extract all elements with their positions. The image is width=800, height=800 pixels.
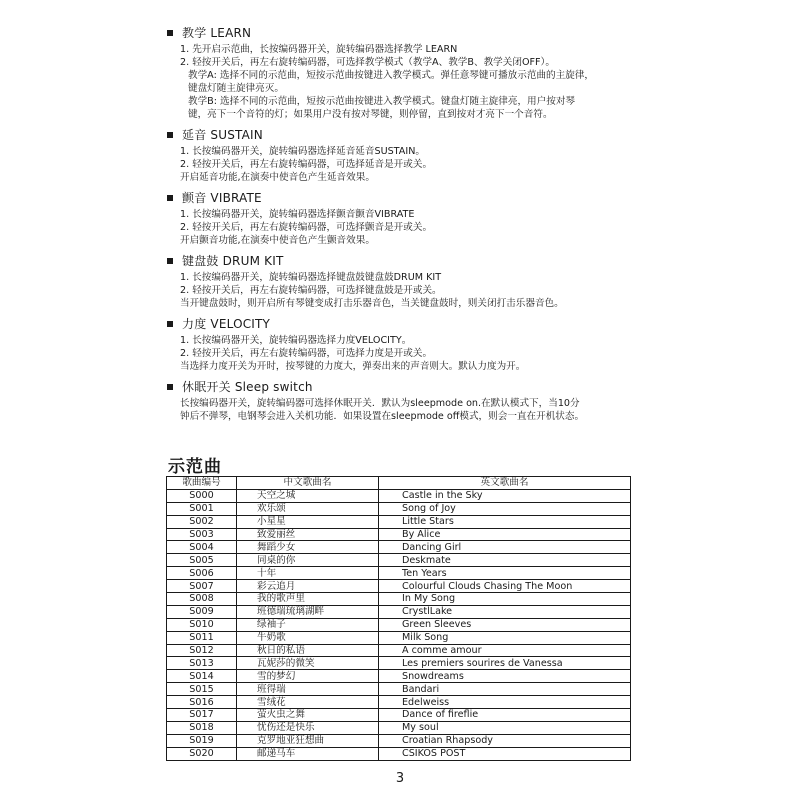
song-id-cell: S017 [167,709,237,722]
section-line: 1. 先开启示范曲，长按编码器开关，旋转编码器选择教学 LEARN [180,44,458,55]
table-row [167,502,631,515]
section-title: 教学 LEARN [182,26,252,40]
english-name-cell: By Alice [379,528,631,541]
section-line: 1. 长按编码器开关，旋转编码器选择颤音颤音VIBRATE [180,209,415,220]
section-line: 开启颤音功能,在演奏中使音色产生颤音效果。 [180,235,375,246]
section [168,315,638,373]
english-name-cell: CrystlLake [379,605,631,618]
section-line: 钟后不弹琴，电钢琴会进入关机功能．如果设置在sleepmode off模式，则会一直在开机状态。 [180,411,585,422]
section-line: 2. 轻按开关后，再左右旋转编码器，可选择键盘鼓是开或关。 [180,285,442,296]
song-id-cell: S013 [167,657,237,670]
section-line: 1. 长按编码器开关，旋转编码器选择延音延音SUSTAIN。 [180,146,425,157]
chinese-name-cell: 忧伤还是快乐 [237,721,379,734]
chinese-name-cell: 欢乐颂 [237,502,379,515]
section-line: 1. 长按编码器开关，旋转编码器选择键盘鼓键盘鼓DRUM KIT [180,272,442,283]
table-row [167,554,631,567]
table-row [167,644,631,657]
song-id-cell: S010 [167,618,237,631]
song-id-cell: S015 [167,683,237,696]
page-number: 3 [395,771,405,786]
section-line: 2. 轻按开关后，再左右旋转编码器，可选择延音是开或关。 [180,159,433,170]
square-bullet-icon [167,258,173,264]
section-line: 键，亮下一个音符的灯；如果用户没有按对琴键，则停留，直到按对才亮下一个音符。 [188,109,553,120]
section-title: 休眠开关 Sleep switch [182,380,313,394]
english-name-cell: Deskmate [379,554,631,567]
section-line: 当开键盘鼓时，则开启所有琴键变成打击乐器音色，当关键盘鼓时，则关闭打击乐器音色。 [180,298,564,309]
english-name-cell: Colourful Clouds Chasing The Moon [379,580,631,593]
table-row [167,515,631,528]
chinese-name-cell: 绿袖子 [237,618,379,631]
table-row [167,605,631,618]
song-id-cell: S001 [167,502,237,515]
english-name-cell: Croatian Rhapsody [379,734,631,747]
english-name-cell: Dancing Girl [379,541,631,554]
english-name-cell: Bandari [379,683,631,696]
section-heading [168,24,638,41]
table-row [167,683,631,696]
section-title: 颤音 VIBRATE [182,191,262,205]
song-id-cell: S005 [167,554,237,567]
song-id-cell: S007 [167,580,237,593]
song-id-cell: S014 [167,670,237,683]
table-row [167,696,631,709]
chinese-name-cell: 秋日的私语 [237,644,379,657]
section-title: 力度 VELOCITY [182,317,271,331]
section-heading [168,315,638,332]
section-line: 教学B: 选择不同的示范曲，短按示范曲按键进入教学模式。键盘灯随主旋律亮，用户按对琴 [188,96,576,107]
english-name-cell: Song of Joy [379,502,631,515]
song-id-cell: S006 [167,567,237,580]
english-name-cell: CSIKOS POST [379,747,631,760]
header-chinese-name: 中文歌曲名 [237,477,379,490]
chinese-name-cell: 牛奶歌 [237,631,379,644]
table-row [167,721,631,734]
english-name-cell: Little Stars [379,515,631,528]
section-heading [168,126,638,143]
song-id-cell: S009 [167,605,237,618]
english-name-cell: Dance of fireflie [379,709,631,722]
english-name-cell: Green Sleeves [379,618,631,631]
section-line: 1. 长按编码器开关，旋转编码器选择力度VELOCITY。 [180,335,412,346]
table-row [167,631,631,644]
song-id-cell: S019 [167,734,237,747]
chinese-name-cell: 十年 [237,567,379,580]
chinese-name-cell: 彩云追月 [237,580,379,593]
english-name-cell: Milk Song [379,631,631,644]
table-row [167,593,631,606]
section-line: 键盘灯随主旋律亮灭。 [188,83,284,94]
section [168,252,638,310]
table-row [167,657,631,670]
section-heading [168,252,638,269]
section-line: 开启延音功能,在演奏中使音色产生延音效果。 [180,172,375,183]
chinese-name-cell: 致爱丽丝 [237,528,379,541]
square-bullet-icon [167,30,173,36]
table-row [167,489,631,502]
section-title: 键盘鼓 DRUM KIT [182,254,284,268]
chinese-name-cell: 同桌的你 [237,554,379,567]
table-row [167,747,631,760]
chinese-name-cell: 我的歌声里 [237,593,379,606]
section-line: 长按编码器开关，旋转编码器可选择休眠开关．默认为sleepmode on.在默认模式下，当10分 [180,398,580,409]
english-name-cell: Edelweiss [379,696,631,709]
table-row [167,580,631,593]
english-name-cell: Ten Years [379,567,631,580]
table-row [167,734,631,747]
table-row [167,670,631,683]
song-id-cell: S016 [167,696,237,709]
section-line: 2. 轻按开关后，再左右旋转编码器，可选择力度是开或关。 [180,348,433,359]
chinese-name-cell: 天空之城 [237,489,379,502]
song-id-cell: S011 [167,631,237,644]
chinese-name-cell: 雪的梦幻 [237,670,379,683]
song-id-cell: S018 [167,721,237,734]
song-id-cell: S020 [167,747,237,760]
square-bullet-icon [167,384,173,390]
english-name-cell: Snowdreams [379,670,631,683]
section-line: 当选择力度开关为开时，按琴键的力度大，弹奏出来的声音则大。默认力度为开。 [180,361,526,372]
table-row [167,528,631,541]
section-line: 2. 轻按开关后，再左右旋转编码器，可选择教学模式（教学A、教学B、教学关闭OFF）。 [180,57,555,68]
chinese-name-cell: 舞蹈少女 [237,541,379,554]
table-row [167,709,631,722]
chinese-name-cell: 克罗地亚狂想曲 [237,734,379,747]
english-name-cell: In My Song [379,593,631,606]
english-name-cell: Les premiers sourires de Vanessa [379,657,631,670]
table-header-row [167,477,631,490]
header-song-id: 歌曲编号 [167,477,237,490]
song-id-cell: S002 [167,515,237,528]
section-heading [168,189,638,206]
song-id-cell: S008 [167,593,237,606]
chinese-name-cell: 瓦妮莎的微笑 [237,657,379,670]
chinese-name-cell: 小星星 [237,515,379,528]
section-line: 2. 轻按开关后，再左右旋转编码器，可选择颤音是开或关。 [180,222,433,233]
chinese-name-cell: 班德瑞琉璃湖畔 [237,605,379,618]
table-row [167,618,631,631]
chinese-name-cell: 班得瑞 [237,683,379,696]
chinese-name-cell: 邮递马车 [237,747,379,760]
song-id-cell: S000 [167,489,237,502]
english-name-cell: Castle in the Sky [379,489,631,502]
section [168,189,638,247]
song-id-cell: S012 [167,644,237,657]
section [168,126,638,184]
section [168,378,638,423]
table-row [167,541,631,554]
chinese-name-cell: 雪绒花 [237,696,379,709]
song-table [166,476,631,761]
chinese-name-cell: 萤火虫之舞 [237,709,379,722]
song-id-cell: S004 [167,541,237,554]
table-title: 示范曲 [168,457,222,477]
song-id-cell: S003 [167,528,237,541]
header-english-name: 英文歌曲名 [379,477,631,490]
instructions [168,24,638,428]
section-heading [168,378,638,395]
english-name-cell: A comme amour [379,644,631,657]
square-bullet-icon [167,321,173,327]
table-row [167,567,631,580]
square-bullet-icon [167,195,173,201]
section-title: 延音 SUSTAIN [182,128,263,142]
english-name-cell: My soul [379,721,631,734]
square-bullet-icon [167,132,173,138]
section-line: 教学A: 选择不同的示范曲，短按示范曲按键进入教学模式。弹任意琴键可播放示范曲的主旋律， [188,70,595,81]
section [168,24,638,121]
